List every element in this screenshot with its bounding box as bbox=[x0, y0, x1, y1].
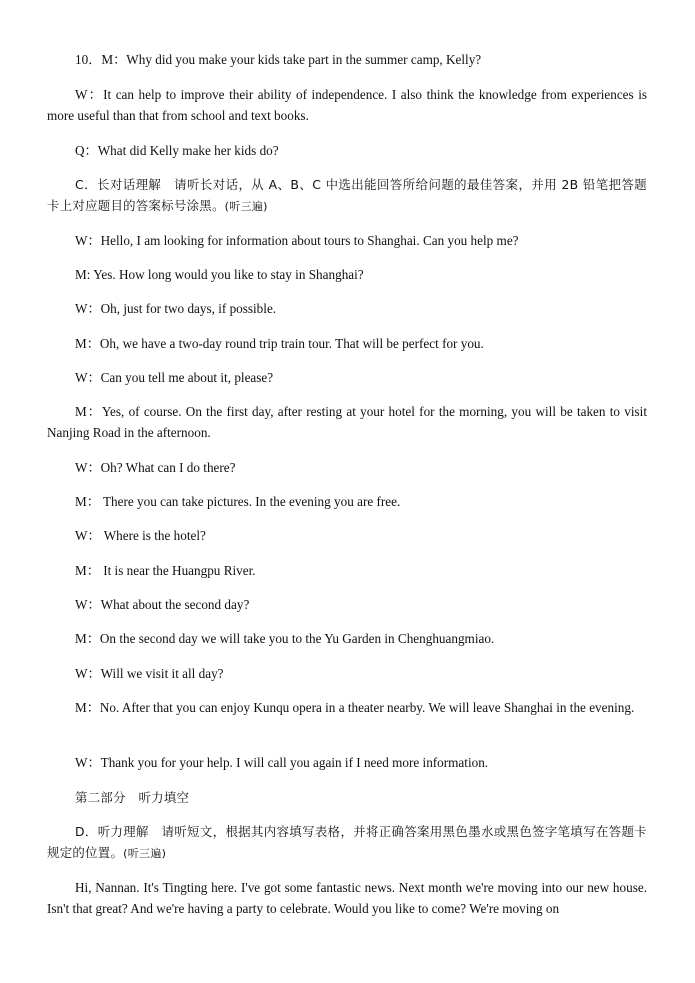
dialogue-line: M: Yes. How long would you like to stay in Shanghai? bbox=[75, 267, 364, 282]
dialogue-line: W：Can you tell me about it, please? bbox=[75, 370, 274, 385]
section-d-listen-hint: (听三遍) bbox=[123, 847, 167, 860]
dialogue-line: W：Oh? What can I do there? bbox=[75, 460, 236, 475]
q10-man-line: 10．M：Why did you make your kids take part in the summer camp, Kelly? bbox=[75, 52, 482, 67]
dialogue-line: M： It is near the Huangpu River. bbox=[75, 563, 256, 578]
d-passage: Hi, Nannan. It's Tingting here. I've got some fantastic news. Next month we're moving into our new house. Isn't that great? And we're having a party to celebrate. Would you like to come? We're moving on bbox=[47, 880, 647, 916]
section-c-heading bbox=[47, 174, 647, 217]
dialogue-line: W：What about the second day? bbox=[75, 597, 250, 612]
section-c-heading-text: C．长对话理解 请听长对话，从 A、B、C 中选出能回答所给问题的最佳答案，并用 2B 铅笔把答题卡上对应题目的答案标号涂黑。 bbox=[47, 177, 647, 213]
section-d-heading-text: D．听力理解 请听短文，根据其内容填写表格，并将正确答案用黑色墨水或黑色签字笔填写在答题卡规定的位置。 bbox=[47, 824, 647, 860]
dialogue-line: M：Yes, of course. On the first day, after resting at your hotel for the morning, you will be taken to visit Nanjing Road in the afternoon. bbox=[47, 404, 647, 440]
dialogue-line: W：Oh, just for two days, if possible. bbox=[75, 301, 277, 316]
q10-question-line: Q：What did Kelly make her kids do? bbox=[75, 143, 279, 158]
q10-woman-line: W：It can help to improve their ability of independence. I also think the knowledge from experiences is more useful than that from school and text books. bbox=[47, 87, 647, 123]
dialogue-line: M：Oh, we have a two-day round trip train tour. That will be perfect for you. bbox=[75, 336, 484, 351]
section-c-listen-hint: (听三遍) bbox=[224, 200, 268, 213]
section-d-heading bbox=[47, 821, 647, 864]
dialogue-line: W： Where is the hotel? bbox=[75, 528, 206, 543]
part-two-heading: 第二部分 听力填空 bbox=[75, 790, 190, 805]
dialogue-line: W：Hello, I am looking for information about tours to Shanghai. Can you help me? bbox=[75, 233, 519, 248]
dialogue-line: M：No. After that you can enjoy Kunqu opera in a theater nearby. We will leave Shanghai in the evening. bbox=[75, 700, 635, 715]
dialogue-line: W：Thank you for your help. I will call you again if I need more information. bbox=[75, 755, 489, 770]
dialogue-line: M： There you can take pictures. In the evening you are free. bbox=[75, 494, 401, 509]
dialogue-line: W：Will we visit it all day? bbox=[75, 666, 224, 681]
dialogue-line: M：On the second day we will take you to the Yu Garden in Chenghuangmiao. bbox=[75, 631, 495, 646]
